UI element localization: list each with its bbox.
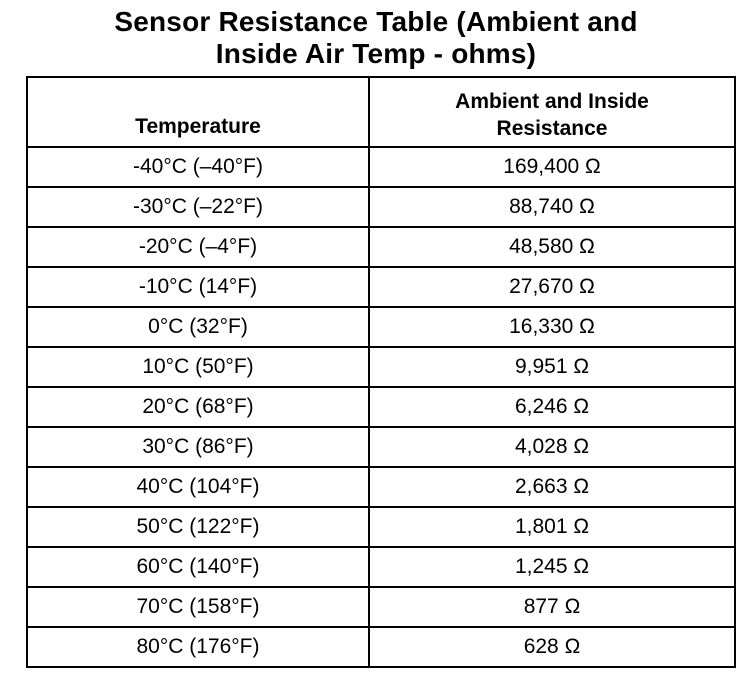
resistance-cell: 169,400 Ω	[369, 147, 735, 187]
temperature-column-header: Temperature	[27, 77, 369, 147]
temperature-cell: 40°C (104°F)	[27, 467, 369, 507]
temperature-cell: 0°C (32°F)	[27, 307, 369, 347]
temperature-cell: 10°C (50°F)	[27, 347, 369, 387]
table-row	[27, 467, 735, 507]
resistance-cell: 1,801 Ω	[369, 507, 735, 547]
sensor-resistance-table	[26, 76, 736, 668]
resistance-column-header	[369, 77, 735, 147]
temperature-cell: 70°C (158°F)	[27, 587, 369, 627]
temperature-cell: -10°C (14°F)	[27, 267, 369, 307]
resistance-cell: 16,330 Ω	[369, 307, 735, 347]
resistance-header-line-1: Ambient and Inside	[455, 90, 649, 113]
table-header	[27, 77, 735, 147]
table-row	[27, 587, 735, 627]
resistance-cell: 1,245 Ω	[369, 547, 735, 587]
resistance-cell: 27,670 Ω	[369, 267, 735, 307]
table-row	[27, 427, 735, 467]
table-row	[27, 147, 735, 187]
temperature-cell: 60°C (140°F)	[27, 547, 369, 587]
resistance-header-line-2: Resistance	[496, 117, 608, 140]
table-row	[27, 227, 735, 267]
table-row	[27, 187, 735, 227]
table-body	[27, 147, 735, 667]
table-row	[27, 547, 735, 587]
resistance-cell: 877 Ω	[369, 587, 735, 627]
temperature-cell: -30°C (–22°F)	[27, 187, 369, 227]
temperature-cell: 30°C (86°F)	[27, 427, 369, 467]
resistance-cell: 628 Ω	[369, 627, 735, 667]
table-row	[27, 347, 735, 387]
table-row	[27, 387, 735, 427]
temperature-cell: 20°C (68°F)	[27, 387, 369, 427]
resistance-cell: 88,740 Ω	[369, 187, 735, 227]
temperature-cell: 50°C (122°F)	[27, 507, 369, 547]
table-row	[27, 507, 735, 547]
page-title	[0, 6, 752, 70]
resistance-cell: 2,663 Ω	[369, 467, 735, 507]
resistance-cell: 4,028 Ω	[369, 427, 735, 467]
table-row	[27, 267, 735, 307]
temperature-cell: 80°C (176°F)	[27, 627, 369, 667]
header-row	[27, 77, 735, 147]
title-line-2: Inside Air Temp - ohms)	[215, 38, 537, 69]
table-row	[27, 627, 735, 667]
title-line-1: Sensor Resistance Table (Ambient and	[114, 6, 638, 37]
temperature-cell: -20°C (–4°F)	[27, 227, 369, 267]
resistance-cell: 9,951 Ω	[369, 347, 735, 387]
resistance-cell: 48,580 Ω	[369, 227, 735, 267]
resistance-cell: 6,246 Ω	[369, 387, 735, 427]
table-row	[27, 307, 735, 347]
temperature-cell: -40°C (–40°F)	[27, 147, 369, 187]
